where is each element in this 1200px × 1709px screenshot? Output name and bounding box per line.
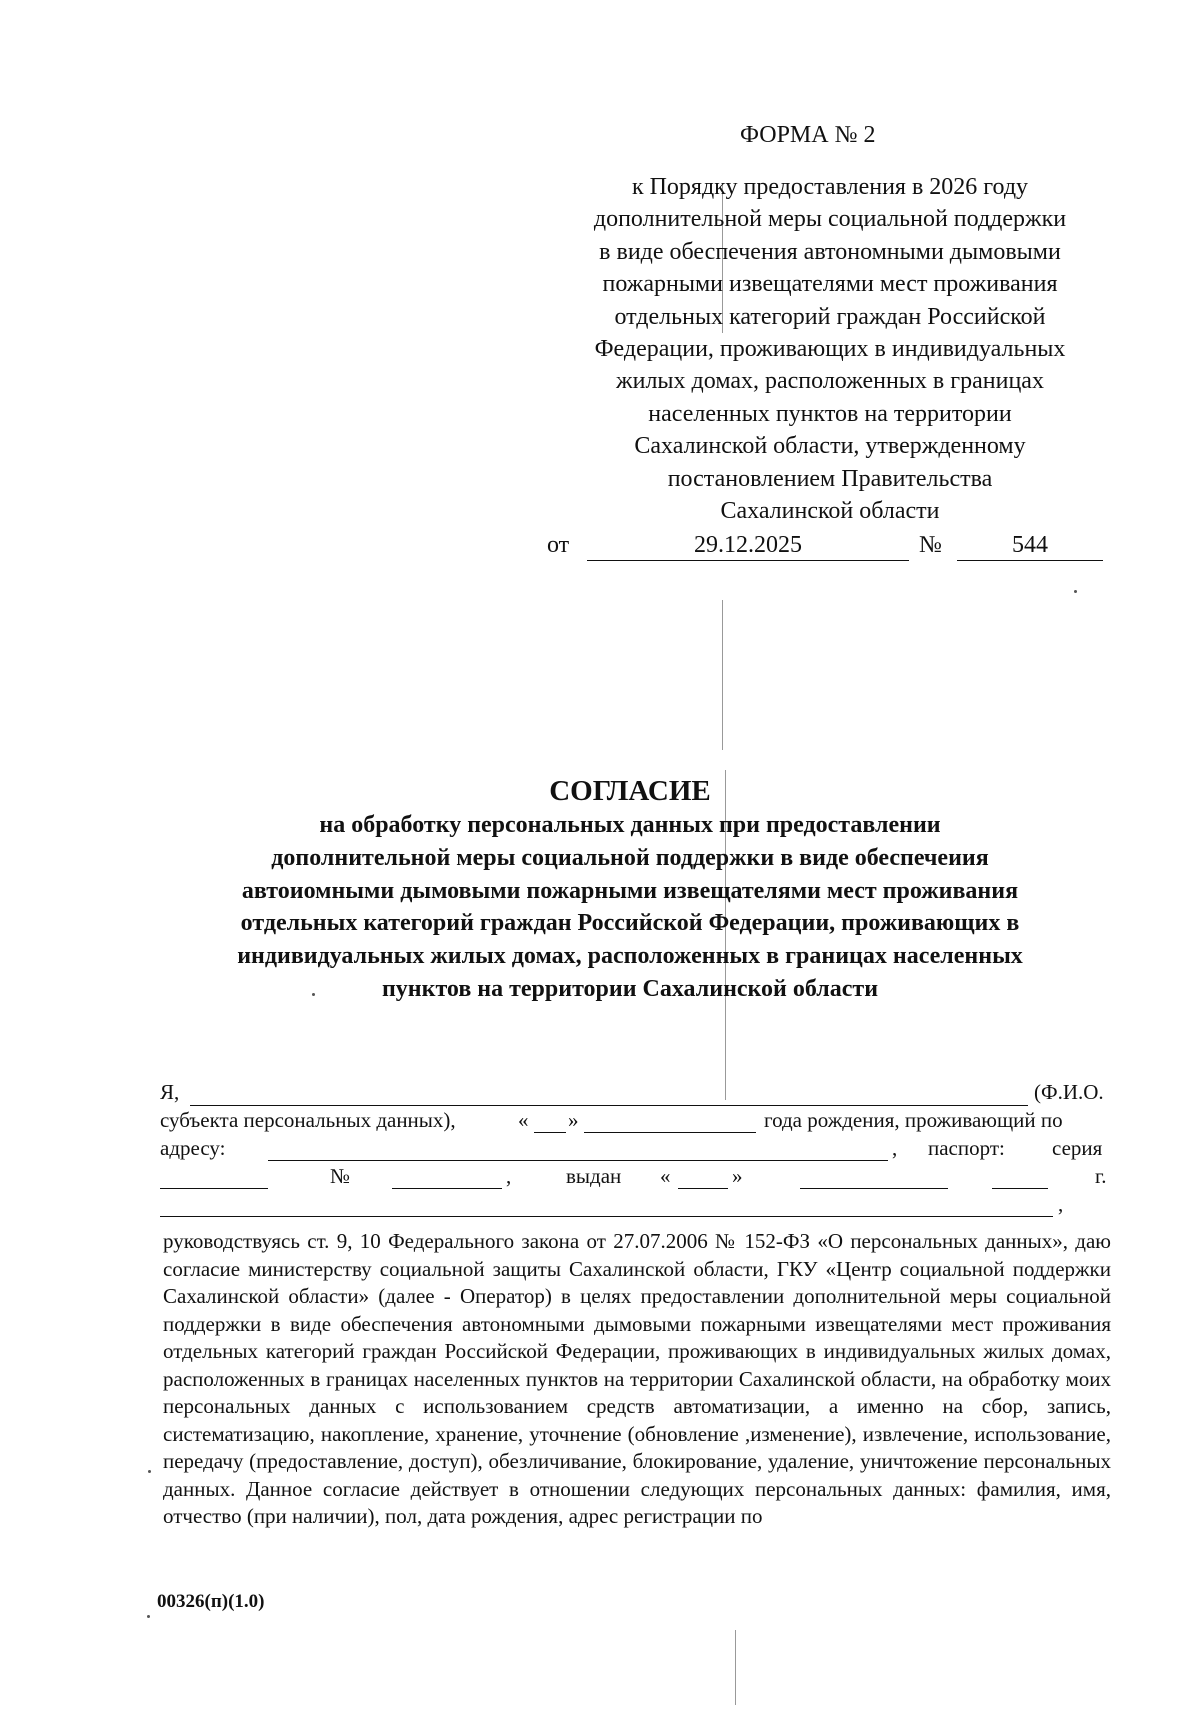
scan-speck xyxy=(147,1615,150,1618)
passport-series-field[interactable] xyxy=(160,1188,268,1189)
consent-subtitle-line: отдельных категорий граждан Российской Федерации, проживающих в xyxy=(240,910,1020,937)
approval-reference xyxy=(540,171,1120,527)
reference-line: пожарными извещателями мест проживания xyxy=(602,271,1058,298)
birth-day-field[interactable] xyxy=(534,1132,566,1133)
reference-line: дополнительной меры социальной поддержки xyxy=(593,206,1067,233)
document-code: 00326(п)(1.0) xyxy=(157,1591,265,1612)
passport-number-field[interactable] xyxy=(392,1188,502,1189)
quote-open: « xyxy=(518,1108,529,1132)
birth-month-year-field[interactable] xyxy=(584,1132,756,1133)
i-label: Я, xyxy=(160,1080,180,1104)
applicant-fields xyxy=(160,1080,1110,1220)
reference-line: Федерации, проживающих в индивидуальных xyxy=(594,336,1066,363)
resolution-number: 544 xyxy=(957,532,1103,561)
passport-label: паспорт: xyxy=(928,1136,1005,1160)
scan-line xyxy=(722,600,723,750)
quote-open: « xyxy=(660,1164,671,1188)
number-label: № xyxy=(919,532,942,558)
reference-line: отдельных категорий граждан Российской xyxy=(614,303,1046,330)
issue-month-field[interactable] xyxy=(800,1188,948,1189)
issuing-authority-field[interactable] xyxy=(160,1216,1053,1217)
comma: , xyxy=(892,1136,898,1160)
consent-title xyxy=(150,773,1110,1006)
full-name-caption: (Ф.И.О. xyxy=(1034,1080,1104,1104)
reference-line: населенных пунктов на территории xyxy=(648,400,1012,427)
birth-living-label: года рождения, проживающий по xyxy=(764,1108,1063,1132)
comma: , xyxy=(1058,1192,1064,1216)
scan-line xyxy=(735,1630,736,1705)
reference-line: Сахалинской области, утвержденному xyxy=(634,433,1026,460)
reference-line: к Порядку предоставления в 2026 году xyxy=(631,174,1029,200)
subject-label: субъекта персональных данных), xyxy=(160,1108,456,1132)
consent-subtitle-line: пунктов на территории Сахалинской области xyxy=(381,975,879,1002)
full-name-field[interactable] xyxy=(190,1105,1028,1106)
consent-subtitle-line: автоиомными дымовыми пожарными извещателями мест проживания xyxy=(241,877,1019,904)
reference-line: постановлением Правительства xyxy=(667,465,993,492)
scan-speck xyxy=(148,1470,151,1473)
reference-line: Сахалинской области xyxy=(720,498,940,525)
issue-year-field[interactable] xyxy=(992,1188,1048,1189)
issue-day-field[interactable] xyxy=(678,1188,728,1189)
form-number: ФОРМА № 2 xyxy=(740,122,876,148)
reference-line: в виде обеспечения автономными дымовыми xyxy=(599,238,1061,265)
issued-label: выдан xyxy=(566,1164,622,1188)
quote-close: » xyxy=(568,1108,579,1132)
scan-speck xyxy=(1074,590,1077,593)
series-label: серия xyxy=(1052,1136,1103,1160)
consent-subtitle-line: индивидуальных жилых домах, расположенных в границах населенных xyxy=(237,943,1023,970)
address-label: адресу: xyxy=(160,1136,226,1160)
consent-subtitle-line: дополнительной меры социальной поддержки в виде обеспечеиия xyxy=(271,844,989,871)
resolution-date: 29.12.2025 xyxy=(587,532,909,561)
quote-close: » xyxy=(732,1164,743,1188)
consent-body: руководствуясь ст. 9, 10 Федерального закона от 27.07.2006 № 152-ФЗ «О персональных данных», даю согласие министерству социальной защиты Сахалинской области, ГКУ «Центр социальной поддержки Сахалинской области» (далее - Оператор) в целях предоставлении дополнительной меры социальной поддержки в виде обеспечения автономными дымовыми пожарными извещателями мест проживания отдельных категорий граждан Российской Федерации, проживающих в индивидуальных жилых домах, расположенных в границах населенных пунктов на территории Сахалинской области, на обработку моих персональных данных с использованием средств автоматизации, а именно на сбор, запись, систематизацию, накопление, хранение, уточнение (обновление ,изменение), извлечение, использование, передачу (предоставление, доступ), обезличивание, блокирование, удаление, уничтожение персональных данных. Данное согласие действует в отношении следующих персональных данных: фамилия, имя, отчество (при наличии), пол, дата рождения, адрес регистрации по xyxy=(163,1229,1111,1528)
resolution-details xyxy=(547,532,1107,562)
address-field[interactable] xyxy=(268,1160,888,1161)
year-abbrev: г. xyxy=(1095,1164,1107,1188)
comma: , xyxy=(506,1164,512,1188)
consent-subtitle-line: на обработку персональных данных при предоставлении xyxy=(319,812,941,838)
reference-line: жилых домах, расположенных в границах xyxy=(616,368,1044,395)
consent-heading: СОГЛАСИЕ xyxy=(549,775,711,807)
date-label: от xyxy=(547,532,570,558)
number-sign: № xyxy=(330,1164,351,1188)
